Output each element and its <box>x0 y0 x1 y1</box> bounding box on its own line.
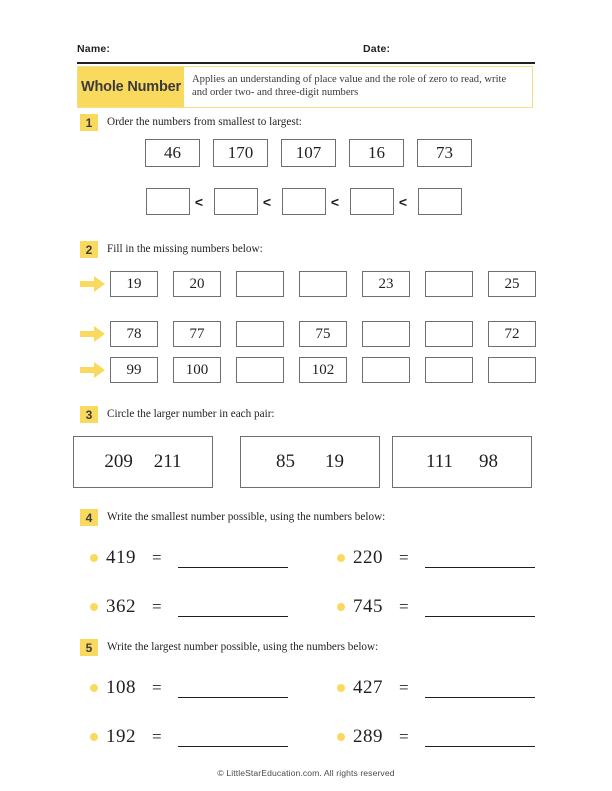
question-1-answer-box[interactable] <box>282 188 326 215</box>
question-3-pair-right[interactable]: 98 <box>479 451 499 472</box>
bullet-dot-icon <box>337 733 345 741</box>
question-5-item <box>337 724 547 750</box>
question-2-number-box: 78 <box>110 321 158 347</box>
question-3-pair-right[interactable]: 19 <box>325 451 344 472</box>
question-3-pair-box[interactable] <box>240 436 380 488</box>
question-2-number-box: 25 <box>488 271 536 297</box>
bullet-dot-icon <box>337 554 345 562</box>
question-1-number-box: 170 <box>213 139 268 167</box>
question-1-number-box: 46 <box>145 139 200 167</box>
right-arrow-icon <box>80 361 106 379</box>
worksheet-description: Applies an understanding of place value and the role of zero to read, write and order two- and three-digit numbers <box>192 74 507 99</box>
question-2-number-box: 99 <box>110 357 158 383</box>
question-2-empty-box[interactable] <box>488 357 536 383</box>
question-2-empty-box[interactable] <box>236 271 284 297</box>
question-5-answer-line[interactable] <box>425 697 535 698</box>
bullet-dot-icon <box>90 684 98 692</box>
bullet-dot-icon <box>90 603 98 611</box>
question-4-value: 745 <box>353 596 383 617</box>
footer-copyright: © LittleStarEducation.com. All rights reserved <box>217 768 395 778</box>
question-2-empty-box[interactable] <box>425 321 473 347</box>
question-3-badge: 3 <box>80 406 98 423</box>
right-arrow-icon <box>80 325 106 343</box>
question-2-prompt: Fill in the missing numbers below: <box>107 243 263 255</box>
equals-sign: = <box>399 548 409 567</box>
question-5-answer-line[interactable] <box>425 746 535 747</box>
question-4-value: 362 <box>106 596 136 617</box>
question-4-prompt: Write the smallest number possible, using the numbers below: <box>107 511 386 523</box>
name-label: Name: <box>77 43 111 55</box>
question-5-item <box>337 675 547 701</box>
question-1-badge: 1 <box>80 114 98 131</box>
question-5-prompt: Write the largest number possible, using the numbers below: <box>107 641 379 653</box>
question-2-number-box: 75 <box>299 321 347 347</box>
question-1-answer-box[interactable] <box>214 188 258 215</box>
question-1-number-box: 73 <box>417 139 472 167</box>
bullet-dot-icon <box>337 603 345 611</box>
less-than-symbol: < <box>262 194 272 210</box>
question-2-number-box: 19 <box>110 271 158 297</box>
question-3-prompt: Circle the larger number in each pair: <box>107 408 275 420</box>
question-5-value: 192 <box>106 726 136 747</box>
question-3-pair-right[interactable]: 211 <box>153 451 182 472</box>
question-2-number-box: 23 <box>362 271 410 297</box>
question-2-badge: 2 <box>80 241 98 258</box>
question-2-empty-box[interactable] <box>299 271 347 297</box>
question-4-item <box>90 545 300 571</box>
equals-sign: = <box>152 678 162 697</box>
question-4-answer-line[interactable] <box>425 616 535 617</box>
question-3-pair-box[interactable] <box>73 436 213 488</box>
question-3-pair-left[interactable]: 111 <box>425 451 454 472</box>
question-4-value: 419 <box>106 547 136 568</box>
question-4-item <box>337 594 547 620</box>
question-5-value: 289 <box>353 726 383 747</box>
bullet-dot-icon <box>337 684 345 692</box>
date-label: Date: <box>363 43 391 55</box>
question-4-value: 220 <box>353 547 383 568</box>
question-2-empty-box[interactable] <box>425 271 473 297</box>
less-than-symbol: < <box>330 194 340 210</box>
question-1-prompt: Order the numbers from smallest to largest: <box>107 116 302 128</box>
question-5-value: 108 <box>106 677 136 698</box>
question-4-answer-line[interactable] <box>425 567 535 568</box>
question-2-number-box: 100 <box>173 357 221 383</box>
question-5-item <box>90 675 300 701</box>
question-3-pair-left[interactable]: 209 <box>104 451 133 472</box>
question-4-answer-line[interactable] <box>178 616 288 617</box>
question-5-badge: 5 <box>80 639 98 656</box>
question-2-empty-box[interactable] <box>362 321 410 347</box>
equals-sign: = <box>152 548 162 567</box>
equals-sign: = <box>399 678 409 697</box>
question-5-answer-line[interactable] <box>178 746 288 747</box>
question-5-item <box>90 724 300 750</box>
question-1-answer-box[interactable] <box>418 188 462 215</box>
question-5-value: 427 <box>353 677 383 698</box>
worksheet-title: Whole Number <box>78 67 184 107</box>
less-than-symbol: < <box>398 194 408 210</box>
question-2-empty-box[interactable] <box>236 321 284 347</box>
equals-sign: = <box>399 597 409 616</box>
bullet-dot-icon <box>90 554 98 562</box>
right-arrow-icon <box>80 275 106 293</box>
question-4-badge: 4 <box>80 509 98 526</box>
question-1-number-box: 107 <box>281 139 336 167</box>
question-2-number-box: 20 <box>173 271 221 297</box>
question-2-empty-box[interactable] <box>362 357 410 383</box>
question-3-pair-box[interactable] <box>392 436 532 488</box>
bullet-dot-icon <box>90 733 98 741</box>
question-2-number-box: 72 <box>488 321 536 347</box>
question-1-number-box: 16 <box>349 139 404 167</box>
question-4-item <box>337 545 547 571</box>
question-2-number-box: 102 <box>299 357 347 383</box>
question-2-empty-box[interactable] <box>425 357 473 383</box>
question-1-answer-box[interactable] <box>350 188 394 215</box>
question-2-empty-box[interactable] <box>236 357 284 383</box>
equals-sign: = <box>152 597 162 616</box>
name-date-row <box>77 40 535 64</box>
question-1-answer-box[interactable] <box>146 188 190 215</box>
question-2-number-box: 77 <box>173 321 221 347</box>
question-5-answer-line[interactable] <box>178 697 288 698</box>
title-banner <box>77 66 533 108</box>
equals-sign: = <box>152 727 162 746</box>
less-than-symbol: < <box>194 194 204 210</box>
equals-sign: = <box>399 727 409 746</box>
question-3-pair-left[interactable]: 85 <box>276 451 295 472</box>
question-4-answer-line[interactable] <box>178 567 288 568</box>
question-4-item <box>90 594 300 620</box>
